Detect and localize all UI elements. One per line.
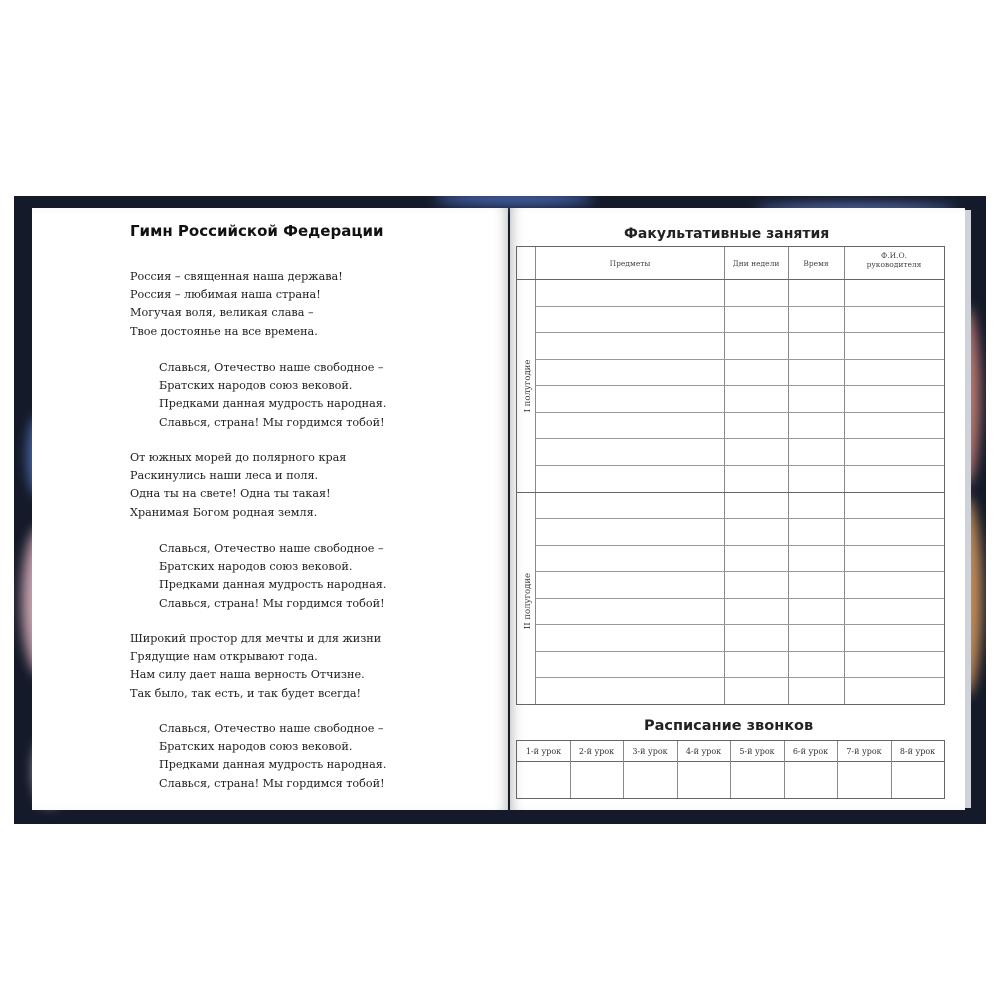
anthem-chorus-1 xyxy=(159,359,386,432)
anthem-verse-2 xyxy=(130,449,346,522)
bell-lesson-3: 3-й урок xyxy=(632,747,668,756)
anthem-line: Предками данная мудрость народная. xyxy=(159,397,387,411)
anthem-line: Славься, Отечество наше свободное – xyxy=(159,361,384,374)
anthem-line: Грядущие нам открывают года. xyxy=(130,650,318,664)
anthem-verse-1 xyxy=(130,268,343,341)
header-subjects: Предметы xyxy=(609,259,651,268)
bell-lesson-8: 8-й урок xyxy=(899,747,936,756)
table-header-line xyxy=(517,279,944,280)
anthem-line: Хранимая Богом родная земля. xyxy=(130,505,318,519)
anthem-chorus-2 xyxy=(159,540,386,613)
table-col-line xyxy=(844,247,845,704)
table-row-line xyxy=(536,438,944,439)
bell-lesson-1: 1-й урок xyxy=(525,747,562,756)
page-edges xyxy=(965,210,971,808)
header-teacher-line1: Ф.И.О. xyxy=(880,251,908,260)
table-row-line xyxy=(536,518,944,519)
header-weekday: Дни недели xyxy=(732,259,780,268)
table-row-line xyxy=(536,545,944,546)
electives-title: Факультативные занятия xyxy=(624,226,830,242)
table-col-line xyxy=(724,247,725,704)
anthem-line: Славься, страна! Мы гордимся тобой! xyxy=(159,596,385,610)
table-row-line xyxy=(536,598,944,599)
anthem-line: От южных морей до полярного края xyxy=(130,451,347,464)
header-time: Время xyxy=(803,259,829,268)
table-row-line xyxy=(536,677,944,678)
anthem-line: Могучая воля, великая слава – xyxy=(130,306,314,320)
table-row-line xyxy=(536,651,944,652)
anthem-line: Одна ты на свете! Одна ты такая! xyxy=(130,487,331,501)
bell-lesson-6: 6-й урок xyxy=(792,747,829,756)
bell-lesson-7: 7-й урок xyxy=(846,747,882,756)
header-teacher xyxy=(844,251,944,269)
anthem-line: Широкий простор для мечты и для жизни xyxy=(130,632,382,645)
table-row-line xyxy=(536,624,944,625)
table-col-line xyxy=(535,247,536,704)
half-year-1-label: I полугодие xyxy=(523,359,533,413)
bell-lesson-2: 2-й урок xyxy=(578,747,615,756)
table-row-line xyxy=(536,385,944,386)
table-row-line xyxy=(536,465,944,466)
anthem-line: Твое достоянье на все времена. xyxy=(130,324,318,338)
anthem-line: Братских народов союз вековой. xyxy=(159,560,353,574)
table-row-line xyxy=(536,412,944,413)
half-year-2-label: II полугодие xyxy=(523,572,533,630)
table-col-line xyxy=(788,247,789,704)
anthem-line: Предками данная мудрость народная. xyxy=(159,578,387,592)
table-row-line xyxy=(536,332,944,333)
electives-table xyxy=(516,246,945,705)
table-row-line xyxy=(536,306,944,307)
anthem-line: Славься, Отечество наше свободное – xyxy=(159,722,384,735)
anthem-line: Славься, страна! Мы гордимся тобой! xyxy=(159,415,385,429)
anthem-verse-3 xyxy=(130,630,381,703)
header-teacher-line2: руководителя xyxy=(866,260,922,269)
anthem-line: Славься, Отечество наше свободное – xyxy=(159,542,384,555)
anthem-line: Россия – любимая наша страна! xyxy=(130,288,321,302)
anthem-line: Россия – священная наша держава! xyxy=(130,270,343,283)
anthem-line: Предками данная мудрость народная. xyxy=(159,758,387,772)
table-row-line xyxy=(536,359,944,360)
anthem-line: Так было, так есть, и так будет всегда! xyxy=(130,686,362,700)
cover-swirl xyxy=(434,196,594,206)
anthem-line: Раскинулись наши леса и поля. xyxy=(130,469,319,483)
anthem-line: Братских народов союз вековой. xyxy=(159,379,353,393)
bell-lesson-5: 5-й урок xyxy=(739,747,775,756)
anthem-chorus-3 xyxy=(159,720,386,793)
bells-title: Расписание звонков xyxy=(644,718,814,734)
half-year-divider xyxy=(517,492,944,493)
anthem-title: Гимн Российской Федерации xyxy=(130,222,384,240)
anthem-line: Нам силу дает наша верность Отчизне. xyxy=(130,668,365,682)
anthem-line: Братских народов союз вековой. xyxy=(159,740,353,754)
bell-lesson-4: 4-й урок xyxy=(685,747,722,756)
table-row-line xyxy=(536,571,944,572)
anthem-line: Славься, страна! Мы гордимся тобой! xyxy=(159,776,385,790)
